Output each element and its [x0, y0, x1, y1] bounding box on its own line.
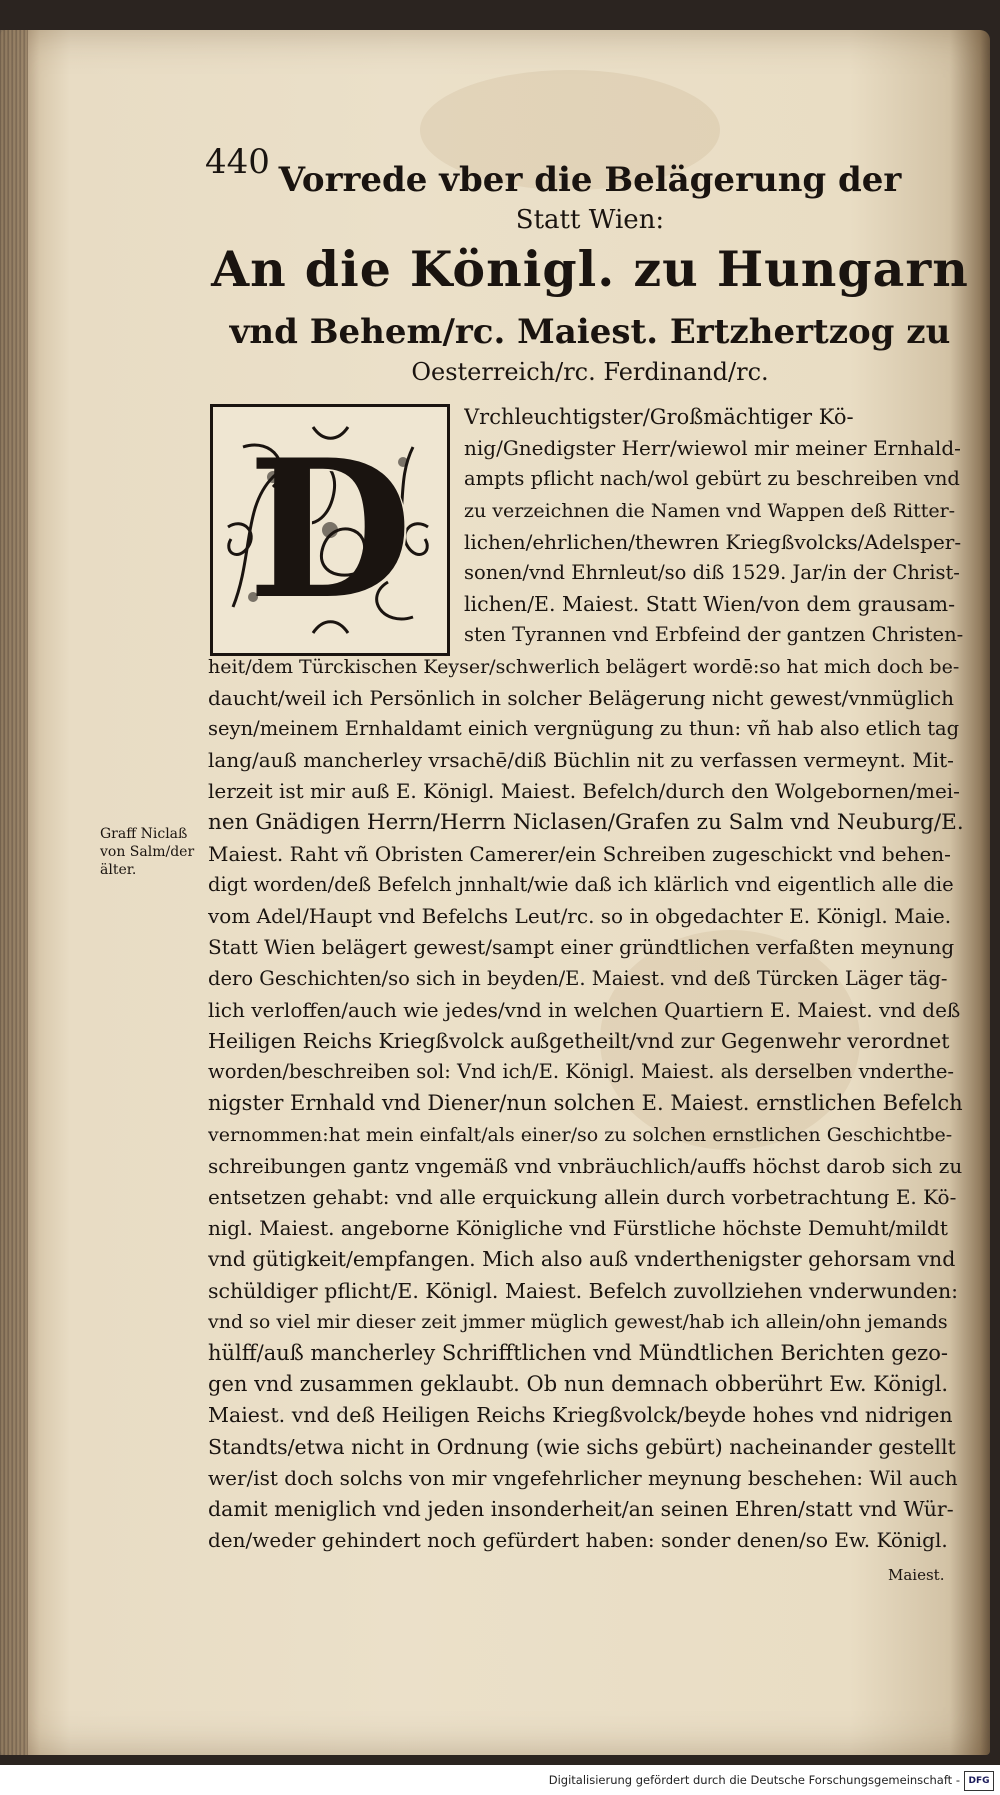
footer-credit: Digitalisierung gefördert durch die Deutsche Forschungsgemeinschaft - [548, 1773, 960, 1787]
heading-line: vnd Behem/rc. Maiest. Ertzhertzog zu [229, 312, 951, 352]
heading-line: Vorrede vber die Belägerung der [278, 160, 902, 200]
body-line: vnd gütigkeit/empfangen. Mich also auß vnderthenigster gehorsam vnd [208, 1247, 956, 1272]
body-line: vernommen:hat mein einfalt/als einer/so zu solchen ernstlichen Geschichtbe- [208, 1123, 953, 1146]
body-line: Heiligen Reichs Kriegßvolck außgetheilt/vnd zur Gegenwehr verordnet [208, 1029, 950, 1053]
body-line: hülff/auß mancherley Schrifftlichen vnd Mündtlichen Berichten gezo- [208, 1341, 948, 1365]
body-line: nigl. Maiest. angeborne Königliche vnd Fürstliche höchste Demuht/mildt [208, 1216, 948, 1241]
body-line: nen Gnädigen Herrn/Herrn Niclasen/Grafen zu Salm vnd Neuburg/E. [208, 809, 964, 835]
body-line: Statt Wien belägert gewest/sampt einer gründtlichen verfaßten meynung [208, 935, 955, 960]
body-line: gen vnd zusammen geklaubt. Ob nun demnach obberührt Ew. Königl. [208, 1372, 949, 1397]
body-line: wer/ist doch solchs von mir vngefehrlicher meynung beschehen: Wil auch [208, 1465, 958, 1490]
body-line: schüldiger pflicht/E. Königl. Maiest. Befelch zuvollziehen vnderwunden: [208, 1278, 959, 1303]
body-line: schreibungen gantz vngemäß vnd vnbräuchlich/auffs höchst darob sich zu [208, 1153, 963, 1178]
body-line: seyn/meinem Ernhaldamt einich vergnügung zu thun: vñ hab also etlich tag [208, 717, 960, 740]
body-line: sten Tyrannen vnd Erbfeind der gantzen Christen- [464, 623, 964, 647]
body-line: lich verloffen/auch wie jedes/vnd in welchen Quartiern E. Maiest. vnd deß [208, 997, 961, 1022]
heading-title: An die Königl. zu Hungarn [211, 240, 969, 298]
body-line: nigster Ernhald vnd Diener/nun solchen E. Maiest. ernstlichen Befelch [208, 1091, 963, 1116]
body-line: lerzeit ist mir auß E. Königl. Maiest. Befelch/durch den Wolgebornen/mei- [208, 779, 960, 804]
body-line: daucht/weil ich Persönlich in solcher Belägerung nicht gewest/vnmüglich [208, 685, 955, 710]
initial-letter: D [247, 418, 413, 641]
body-line: heit/dem Türckischen Keyser/schwerlich belägert wordē:so hat mich doch be- [208, 655, 960, 678]
body-line: den/weder gehindert noch gefürdert haben: sonder denen/so Ew. Königl. [208, 1528, 948, 1553]
dfg-logo-icon: DFG [964, 1771, 994, 1791]
body-line: Vrchleuchtigster/Großmächtiger Kö- [464, 405, 854, 429]
marginal-note-line: Graff Niclaß [100, 826, 188, 842]
marginal-note [100, 825, 208, 879]
body-line: lichen/E. Maiest. Statt Wien/von dem grausam- [464, 592, 956, 617]
body-line: Standts/etwa nicht in Ordnung (wie sichs gebürt) nacheinander gestellt [208, 1434, 956, 1459]
body-line: vnd so viel mir dieser zeit jmmer müglich gewest/hab ich allein/ohn jemands [208, 1310, 948, 1333]
body-line: dero Geschichten/so sich in beyden/E. Maiest. vnd deß Türcken Läger täg- [208, 966, 948, 990]
decorated-initial [210, 404, 450, 656]
page-number: 440 [205, 142, 270, 182]
body-line: sonen/vnd Ehrnleut/so diß 1529. Jar/in der Christ- [464, 561, 960, 584]
footer-bar [0, 1765, 1000, 1795]
catchword: Maiest. [888, 1566, 945, 1584]
body-line: Maiest. vnd deß Heiligen Reichs Kriegßvolck/beyde hohes vnd nidrigen [208, 1403, 953, 1428]
body-line: damit meniglich vnd jeden insonderheit/an seinen Ehren/statt vnd Wür- [208, 1497, 954, 1521]
body-line: digt worden/deß Befelch jnnhalt/wie daß ich klärlich vnd eigentlich alle die [208, 873, 954, 896]
heading-line: Oesterreich/rc. Ferdinand/rc. [411, 358, 769, 386]
marginal-note-line: älter. [100, 862, 137, 878]
body-line: ampts pflicht nach/wol gebürt zu beschreiben vnd [464, 467, 960, 491]
body-line: vom Adel/Haupt vnd Befelchs Leut/rc. so in obgedachter E. Königl. Maie. [208, 904, 952, 929]
body-line: nig/Gnedigster Herr/wiewol mir meiner Ernhald- [464, 436, 961, 461]
body-line: lichen/ehrlichen/thewren Kriegßvolcks/Adelsper- [464, 529, 962, 554]
body-line: worden/beschreiben sol: Vnd ich/E. Königl. Maiest. als derselben vnderthe- [208, 1060, 955, 1084]
heading-line: Statt Wien: [515, 205, 665, 235]
page-stack-edge [0, 30, 28, 1755]
body-line: lang/auß mancherley vrsachē/diß Büchlin nit zu verfassen vermeynt. Mit- [208, 748, 954, 773]
marginal-note-line: von Salm/der [100, 844, 195, 860]
body-line: Maiest. Raht vñ Obristen Camerer/ein Schreiben zugeschickt vnd behen- [208, 841, 951, 866]
body-line: entsetzen gehabt: vnd alle erquickung allein durch vorbetrachtung E. Kö- [208, 1185, 957, 1209]
body-line: zu verzeichnen die Namen vnd Wappen deß Ritter- [464, 499, 956, 522]
